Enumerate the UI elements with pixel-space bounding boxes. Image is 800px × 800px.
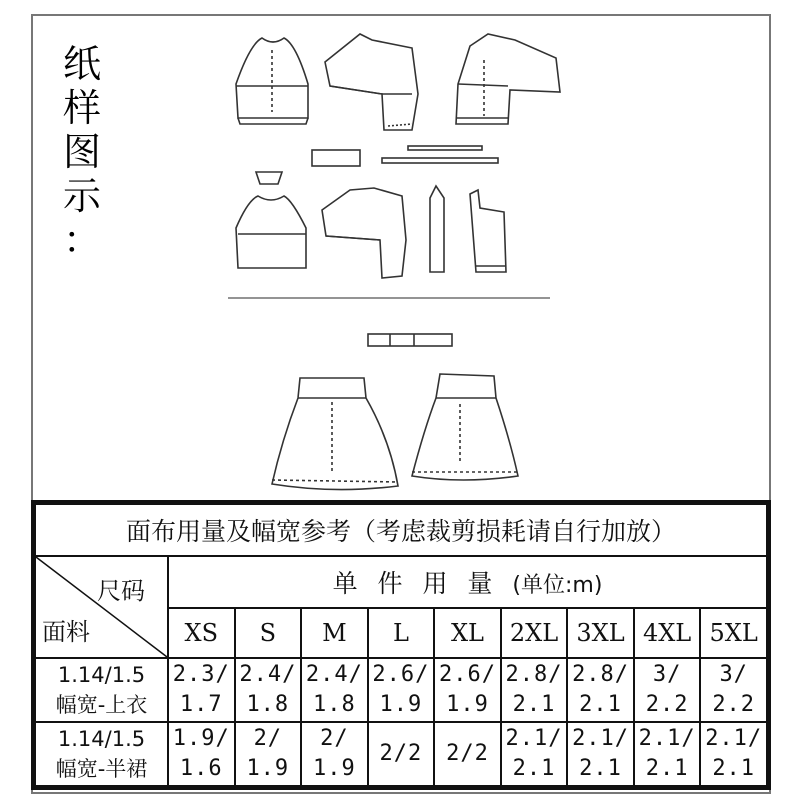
size-header: 4XL	[634, 608, 701, 658]
fabric-width: 1.14/1.5	[57, 663, 146, 687]
fabric-type: 幅宽-上衣	[55, 693, 148, 717]
size-header: 2XL	[501, 608, 568, 658]
fabric-label	[35, 658, 168, 722]
front-facing-pieces	[430, 186, 506, 272]
fabric-label	[35, 722, 168, 786]
skirt-back-piece	[412, 374, 518, 480]
table-row	[35, 722, 767, 786]
size-header: 5XL	[700, 608, 767, 658]
table-title: 面布用量及幅宽参考（考虑裁剪损耗请自行加放）	[35, 504, 767, 556]
bodice-back-piece	[236, 38, 308, 124]
size-header: S	[235, 608, 302, 658]
table-row	[35, 658, 767, 722]
fabric-usage-table	[31, 500, 771, 790]
collar-strip	[312, 146, 498, 166]
usage-value: 2.4/ 1.8	[301, 658, 368, 722]
corner-size-label: 尺码	[97, 577, 145, 605]
size-header: 3XL	[567, 608, 634, 658]
usage-value: 2.6/ 1.9	[434, 658, 501, 722]
usage-value: 2/2	[368, 722, 435, 786]
section-title-char: 图	[62, 130, 101, 174]
usage-value: 2.1/ 2.1	[567, 722, 634, 786]
usage-value: 1.9/ 1.6	[168, 722, 235, 786]
section-title-char: 纸	[62, 42, 101, 86]
usage-value: 2/ 1.9	[235, 722, 302, 786]
usage-value: 2/2	[434, 722, 501, 786]
usage-value: 2.6/ 1.9	[368, 658, 435, 722]
usage-value: 3/ 2.2	[700, 658, 767, 722]
unit-header-label: 单 件 用 量	[332, 569, 499, 598]
size-header: XL	[434, 608, 501, 658]
usage-value: 2.1/ 2.1	[700, 722, 767, 786]
usage-value: 2.3/ 1.7	[168, 658, 235, 722]
section-title-char: 样	[62, 86, 101, 130]
usage-value: 2.1/ 2.1	[634, 722, 701, 786]
fabric-width: 1.14/1.5	[57, 727, 146, 751]
section-title-char: 示	[62, 174, 101, 218]
unit-note: (单位:m)	[512, 573, 603, 598]
skirt-front-piece	[272, 378, 398, 490]
fabric-type: 幅宽-半裙	[55, 757, 148, 781]
size-header: XS	[168, 608, 235, 658]
sleeve-piece	[325, 34, 418, 130]
usage-value: 2.1/ 2.1	[501, 722, 568, 786]
size-header: L	[368, 608, 435, 658]
unit-header	[168, 556, 767, 608]
usage-value: 3/ 2.2	[634, 658, 701, 722]
section-title-char: ：	[62, 218, 101, 262]
bodice-front-piece	[456, 34, 560, 124]
usage-value: 2.4/ 1.8	[235, 658, 302, 722]
usage-value: 2/ 1.9	[301, 722, 368, 786]
waistband-piece	[368, 334, 452, 346]
sleeve-piece-2	[322, 188, 406, 278]
size-header: M	[301, 608, 368, 658]
usage-value: 2.8/ 2.1	[567, 658, 634, 722]
corner-fabric-label: 面料	[42, 618, 90, 646]
usage-value: 2.8/ 2.1	[501, 658, 568, 722]
corner-header	[35, 556, 168, 658]
bodice-lining-piece	[236, 172, 306, 268]
